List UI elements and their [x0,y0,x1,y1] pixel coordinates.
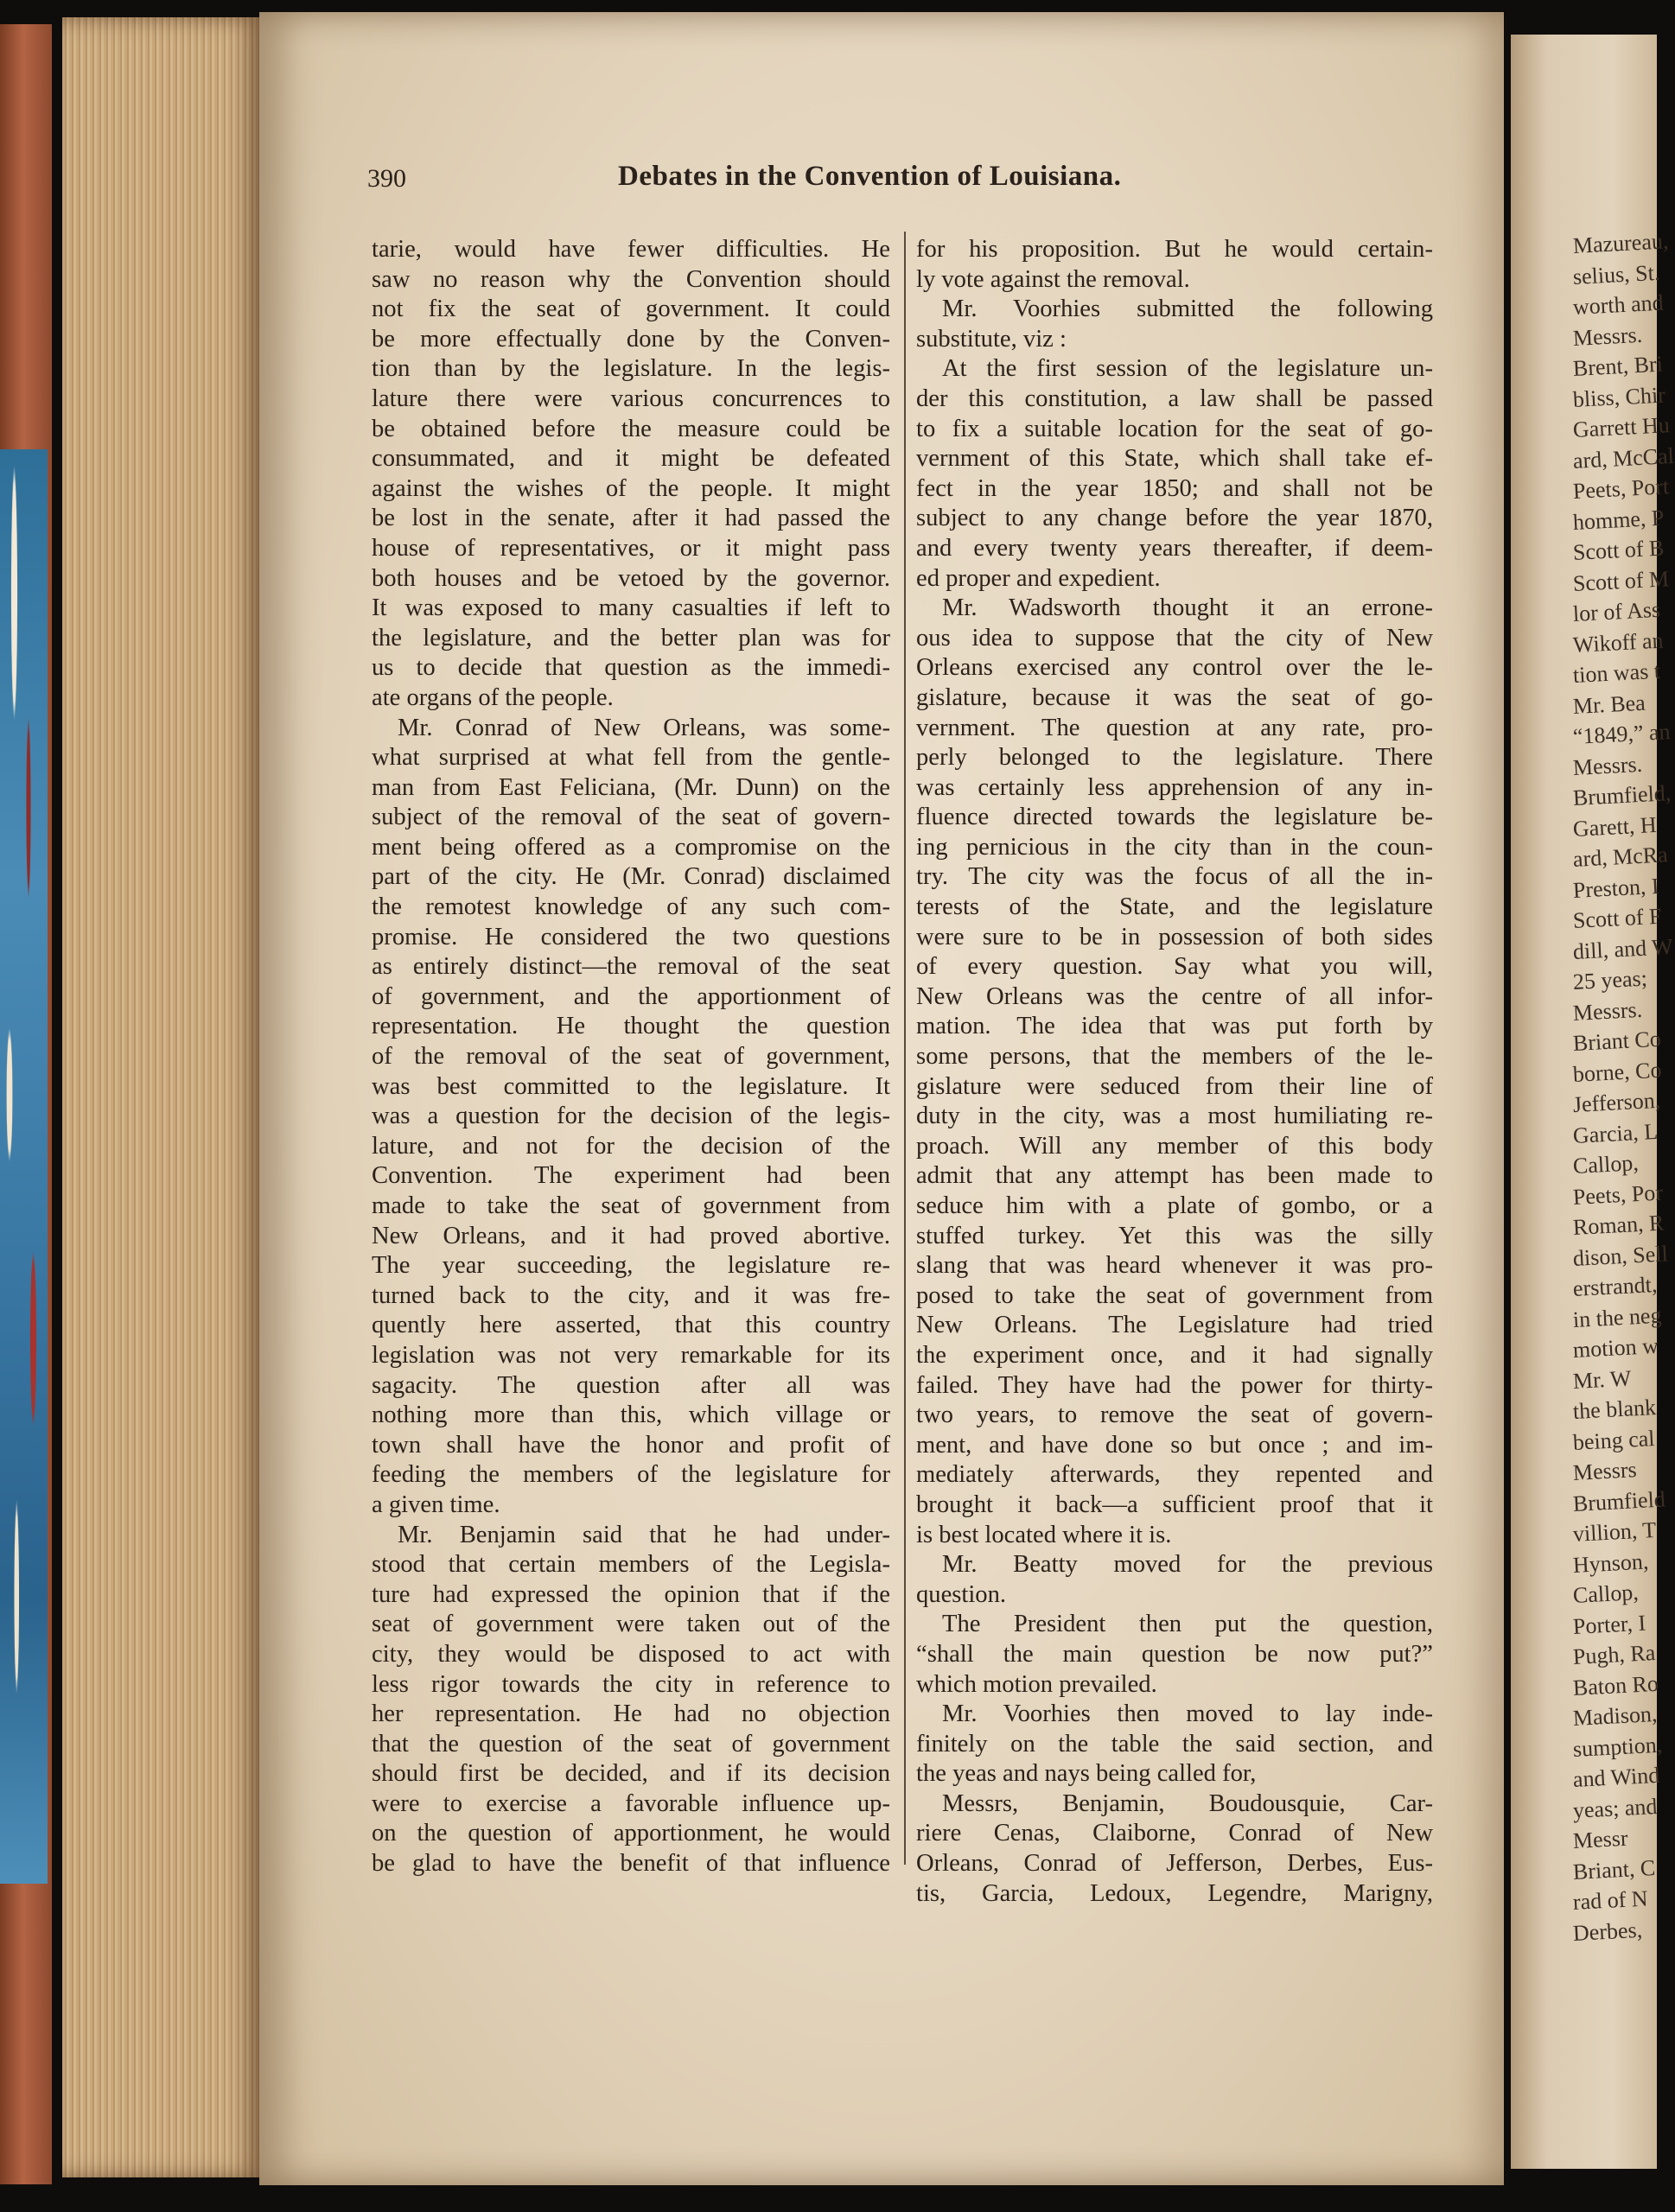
text-line: not fix the seat of government. It could [372,296,890,323]
facing-page-text: Brumfield, [1572,780,1672,810]
text-line: admit that any attempt has been made to [916,1162,1433,1190]
text-line: substitute, viz : [916,325,1067,353]
facing-page-text: villion, T [1572,1516,1657,1547]
text-line: be obtained before the measure could be [372,415,890,442]
text-line: mation. The idea that was put forth by [916,1013,1433,1040]
text-line: subject of the removal of the seat of govern- [372,804,890,831]
text-line: were sure to be in possession of both sides [916,923,1433,950]
text-line: were to exercise a favorable influence up- [372,1789,890,1817]
facing-page-text: dill, and W [1572,933,1674,964]
facing-page-text: Derbes, [1572,1916,1643,1946]
column-divider [904,232,906,1865]
text-line: The President then put the question, [942,1611,1433,1638]
page-number: 390 [367,164,406,193]
text-line: the legislature, and the better plan was for [372,624,890,652]
facing-page-text: Brumfield [1572,1485,1666,1516]
facing-page-text: Messrs [1572,1457,1638,1485]
facing-page-text: Jefferson, [1572,1087,1661,1117]
facing-page-text: Messr [1572,1825,1629,1853]
text-line: the yeas and nays being called for, [916,1760,1257,1788]
facing-page-text: Briant, C [1572,1854,1656,1885]
text-line: It was exposed to many casualties if left to [372,594,890,622]
facing-page-text: Mr. W [1572,1364,1633,1394]
facing-page-text: Messrs. [1572,996,1643,1026]
facing-page-text: Briant Co [1572,1026,1662,1056]
text-line: Mr. Voorhies submitted the following [942,296,1433,323]
text-line: At the first session of the legislature un- [942,355,1433,383]
right-text-column [916,235,1433,1909]
text-line: two years, to remove the seat of govern- [916,1402,1433,1429]
text-line: mediately afterwards, they repented and [916,1461,1433,1489]
text-line: The year succeeding, the legislature re- [372,1252,890,1280]
facing-page-text: Peets, Por [1572,1179,1664,1210]
text-line: Mr. Conrad of New Orleans, was some- [398,714,890,741]
facing-page-text: Callop, [1572,1150,1640,1179]
text-line: ate organs of the people. [372,683,614,711]
text-line: riere Cenas, Claiborne, Conrad of New [916,1820,1433,1847]
text-line: posed to take the seat of government from [916,1281,1433,1309]
text-line: was a question for the decision of the legis- [372,1103,890,1130]
text-line: part of the city. He (Mr. Conrad) disclaimed [372,863,890,891]
facing-page-text: borne, Co [1572,1057,1663,1087]
text-line: promise. He considered the two questions [372,923,890,950]
facing-page-text: the blank [1572,1394,1657,1424]
text-line: Mr. Beatty moved for the previous [942,1551,1433,1579]
text-line: to fix a suitable location for the seat of go- [916,415,1433,442]
text-line: as entirely distinct—the removal of the seat [372,953,890,981]
text-line: is best located where it is. [916,1521,1172,1548]
facing-page-text: tion was t [1572,658,1661,688]
text-line: both houses and be vetoed by the governor. [372,564,890,592]
text-line: Orleans exercised any control over the le- [916,654,1433,682]
text-line: gislature, because it was the seat of go- [916,683,1433,711]
facing-page-text: Garett, H [1572,811,1658,842]
text-line: terests of the State, and the legislature [916,893,1433,921]
text-line: tarie, would have fewer difficulties. He [372,236,890,263]
page-block-edge [62,17,265,2177]
text-line: house of representatives, or it might pass [372,534,890,562]
running-head [367,161,1240,207]
text-line: finitely on the table the said section, and [916,1730,1433,1758]
facing-page-text: Baton Ro [1572,1670,1659,1700]
text-line: less rigor towards the city in reference to [372,1670,890,1698]
facing-page-text: Messrs. [1572,751,1643,780]
facing-page-text: Garcia, L [1572,1118,1659,1148]
text-line: on the question of apportionment, he would [372,1820,890,1847]
text-line: New Orleans. The Legislature had tried [916,1312,1433,1339]
text-line: nothing more than this, which village or [372,1402,890,1429]
text-line: the experiment once, and it had signally [916,1341,1433,1369]
text-line: brought it back—a sufficient proof that it [916,1491,1433,1518]
facing-page-text: “1849,” an [1572,719,1672,749]
text-line: for his proposition. But he would certain- [916,236,1433,263]
text-line: should first be decided, and if its decision [372,1760,890,1788]
text-line: of government, and the apportionment of [372,982,890,1010]
text-line: town shall have the honor and profit of [372,1431,890,1459]
text-line: “shall the main question be now put?” [916,1640,1433,1668]
text-line: stood that certain members of the Legisla- [372,1551,890,1579]
text-line: be more effectually done by the Conven- [372,325,890,353]
text-line: be lost in the senate, after it had passed the [372,505,890,532]
text-line: a given time. [372,1491,500,1518]
facing-page-fragment [1511,35,1675,2169]
text-line: was best committed to the legislature. It [372,1072,890,1100]
text-line: quently here asserted, that this country [372,1312,890,1339]
facing-page-text: sumption, [1572,1732,1663,1762]
text-line: Convention. The experiment had been [372,1162,890,1190]
facing-page-text: dison, Sell [1572,1240,1669,1271]
text-line: representation. He thought the question [372,1013,890,1040]
facing-page-text: Mr. Bea [1572,690,1646,719]
text-line: fect in the year 1850; and shall not be [916,474,1433,502]
text-line: tion than by the legislature. In the legis- [372,355,890,383]
text-line: saw no reason why the Convention should [372,265,890,293]
text-line: Mr. Benjamin said that he had under- [398,1521,890,1548]
text-line: ing pernicious in the city than in the coun- [916,833,1433,861]
text-line: some persons, that the members of the le- [916,1043,1433,1071]
text-line: question. [916,1580,1007,1608]
facing-page-text: Scott of M [1572,565,1670,596]
facing-page-text: bliss, Chir [1572,381,1666,412]
facing-page-text: rad of N [1572,1885,1649,1915]
facing-page-text: Peets, Port [1572,474,1670,504]
text-line: vernment of this State, which shall take ef- [916,445,1433,473]
facing-page-text: yeas; and [1572,1793,1659,1823]
text-line: man from East Feliciana, (Mr. Dunn) on the [372,773,890,801]
facing-page-text: selius, St. [1572,259,1661,289]
text-line: be glad to have the benefit of that influence [372,1850,890,1878]
facing-page-text: ard, McCal [1572,442,1675,474]
text-line: der this constitution, a law shall be passed [916,385,1433,412]
text-line: proach. Will any member of this body [916,1132,1433,1160]
text-line: duty in the city, was a most humiliating re- [916,1103,1433,1130]
text-line: which motion prevailed. [916,1670,1157,1698]
facing-page-text: in the neg [1572,1302,1663,1332]
text-line: New Orleans, and it had proved abortive. [372,1222,890,1249]
text-line: ous idea to suppose that the city of New [916,624,1433,652]
facing-page-text: Roman, R [1572,1210,1665,1240]
text-line: Messrs, Benjamin, Boudousquie, Car- [942,1789,1433,1817]
facing-page-text: Preston, I [1572,873,1660,903]
text-line: was certainly less apprehension of any in- [916,773,1433,801]
facing-page-text: worth and [1572,289,1665,320]
text-line: fluence directed towards the legislature be- [916,804,1433,831]
running-title: Debates in the Convention of Louisiana. [618,161,1122,192]
facing-page-text: Wikoff an [1572,627,1665,658]
left-text-column [372,235,890,1879]
facing-page-text: Scott of B [1572,535,1665,565]
text-line: lature, and not for the decision of the [372,1132,890,1160]
facing-page-text: lor of Ass [1572,596,1661,626]
text-line: try. The city was the focus of all the in- [916,863,1433,891]
text-line: subject to any change before the year 1870, [916,505,1433,532]
text-line: of every question. Say what you will, [916,953,1433,981]
text-line: ly vote against the removal. [916,265,1190,293]
facing-page-text: being cal [1572,1425,1656,1455]
text-line: failed. They have had the power for thirty- [916,1371,1433,1399]
text-line: her representation. He had no objection [372,1700,890,1728]
text-line: the remotest knowledge of any such com- [372,893,890,921]
text-line: us to decide that question as the immedi- [372,654,890,682]
facing-page-text: Pugh, Ra [1572,1640,1656,1669]
text-line: vernment. The question at any rate, pro- [916,714,1433,741]
text-line: ment, and have done so but once ; and im- [916,1431,1433,1459]
text-line: perly belonged to the legislature. There [916,744,1433,772]
facing-page-text: Madison, [1572,1700,1659,1731]
text-line: consummated, and it might be defeated [372,445,890,473]
text-line: of the removal of the seat of government, [372,1043,890,1071]
text-line: lature there were various concurrences to [372,385,890,412]
text-line: Orleans, Conrad of Jefferson, Derbes, Eus- [916,1850,1433,1878]
text-line: slang that was heard whenever it was pro- [916,1252,1433,1280]
facing-page-text: Porter, I [1572,1610,1646,1639]
text-line: city, they would be disposed to act with [372,1640,890,1668]
facing-page-text: and Wind [1572,1762,1660,1792]
text-line: ment being offered as a compromise on the [372,833,890,861]
facing-page-text: 25 yeas; [1572,965,1648,995]
text-line: gislature were seduced from their line of [916,1072,1433,1100]
text-line: Mr. Voorhies then moved to lay inde- [942,1700,1433,1728]
text-line: stuffed turkey. Yet this was the silly [916,1222,1433,1249]
facing-page-text: ard, McRa [1572,842,1669,872]
facing-page-text: homme, P [1572,505,1665,535]
text-line: what surprised at what fell from the gentle- [372,744,890,772]
text-line: New Orleans was the centre of all infor- [916,982,1433,1010]
text-line: tis, Garcia, Ledoux, Legendre, Marigny, [916,1879,1433,1907]
facing-page-text: motion w [1572,1332,1659,1363]
text-line: against the wishes of the people. It might [372,474,890,502]
text-line: feeding the members of the legislature for [372,1461,890,1489]
facing-page-text: Messrs. [1572,321,1643,351]
facing-page-text: Scott of F [1572,903,1663,933]
text-line: sagacity. The question after all was [372,1371,890,1399]
text-line: ed proper and expedient. [916,564,1161,592]
text-line: and every twenty years thereafter, if deem- [916,534,1433,562]
text-line: ture had expressed the opinion that if the [372,1580,890,1608]
marbled-endpaper [0,449,48,1884]
text-line: made to take the seat of government from [372,1192,890,1219]
text-line: seduce him with a plate of gombo, or a [916,1192,1433,1219]
facing-page-text: erstrandt, [1572,1271,1659,1301]
facing-page-text: Hynson, [1572,1548,1650,1578]
facing-page-text: Brent, Bri [1572,351,1664,381]
facing-page-text: Mazureau, [1572,228,1670,258]
facing-page-text: Callop, [1572,1580,1640,1608]
text-line: Mr. Wadsworth thought it an errone- [942,594,1433,622]
facing-page-text: Garrett Hu [1572,412,1671,442]
text-line: legislation was not very remarkable for its [372,1341,890,1369]
text-line: that the question of the seat of government [372,1730,890,1758]
text-line: turned back to the city, and it was fre- [372,1281,890,1309]
text-line: seat of government were taken out of the [372,1611,890,1638]
